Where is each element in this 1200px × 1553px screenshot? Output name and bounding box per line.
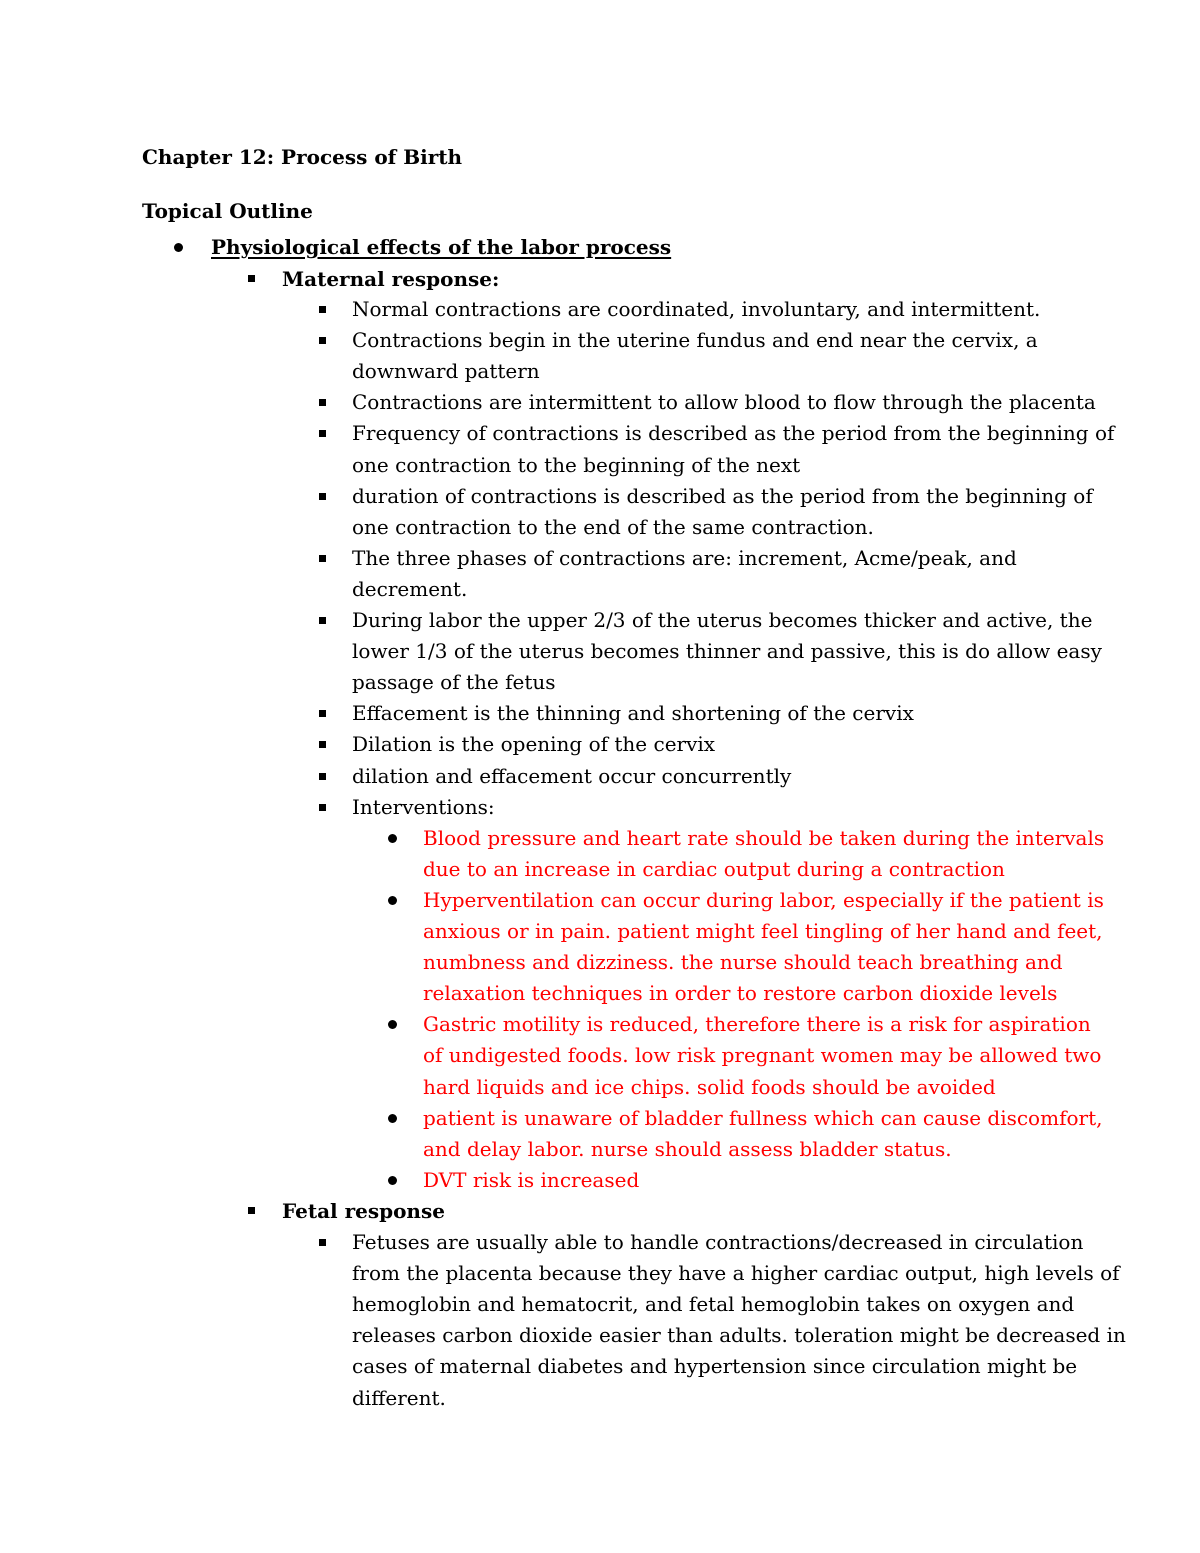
intervention-line: Blood pressure and heart rate should be taken during the intervals [423, 825, 1105, 850]
maternal-bullet-icon [248, 275, 255, 282]
intervention-line: relaxation techniques in order to restore carbon dioxide levels [423, 981, 1058, 1006]
maternal-item-line: Normal contractions are coordinated, involuntary, and intermittent. [352, 297, 1041, 321]
maternal-item-line: decrement. [352, 576, 468, 601]
fetal-item-line: hemoglobin and hematocrit, and fetal hemoglobin takes on oxygen and [352, 1292, 1075, 1317]
intervention-line: patient is unaware of bladder fullness which can cause discomfort, [423, 1105, 1103, 1130]
fetal-item-line: Fetuses are usually able to handle contractions/decreased in circulation [352, 1230, 1084, 1254]
maternal-item-bullet-icon [319, 337, 326, 344]
fetal-item-line: cases of maternal diabetes and hypertension since circulation might be [352, 1354, 1078, 1379]
maternal-item-bullet-icon [319, 555, 326, 562]
maternal-item-bullet-icon [319, 399, 326, 406]
fetal-item-line: releases carbon dioxide easier than adults. toleration might be decreased in [352, 1323, 1126, 1348]
level1-bullet-icon [174, 243, 183, 252]
maternal-item-line: Effacement is the thinning and shortening of the cervix [352, 701, 914, 726]
intervention-line: hard liquids and ice chips. solid foods should be avoided [423, 1074, 996, 1099]
intervention-line: numbness and dizziness. the nurse should teach breathing and [423, 950, 1063, 975]
maternal-item-bullet-icon [319, 493, 326, 500]
maternal-item-bullet-icon [319, 617, 326, 624]
maternal-item-line: passage of the fetus [352, 670, 556, 695]
fetal-item-line: from the placenta because they have a higher cardiac output, high levels of [352, 1261, 1120, 1286]
maternal-response-heading: Maternal response: [282, 267, 500, 291]
intervention-line: Gastric motility is reduced, therefore there is a risk for aspiration [423, 1012, 1091, 1037]
intervention-bullet-icon [388, 1020, 397, 1029]
fetal-response-heading: Fetal response [282, 1198, 445, 1223]
intervention-line: of undigested foods. low risk pregnant women may be allowed two [423, 1043, 1102, 1068]
intervention-line: and delay labor. nurse should assess bladder status. [423, 1136, 952, 1161]
intervention-line: DVT risk is increased [423, 1167, 640, 1192]
maternal-item-bullet-icon [319, 804, 326, 811]
maternal-item-line: lower 1/3 of the uterus becomes thinner and passive, this is do allow easy [352, 639, 1102, 664]
fetal-item-line: different. [352, 1385, 446, 1410]
outline-level1-heading: Physiological effects of the labor process [211, 235, 672, 259]
maternal-item-bullet-icon [319, 430, 326, 437]
maternal-item-line: Contractions are intermittent to allow blood to flow through the placenta [352, 390, 1096, 415]
maternal-item-bullet-icon [319, 306, 326, 313]
maternal-item-line: Dilation is the opening of the cervix [352, 732, 716, 757]
page-title: Chapter 12: Process of Birth [142, 145, 463, 169]
maternal-item-bullet-icon [319, 741, 326, 748]
maternal-item-bullet-icon [319, 773, 326, 780]
maternal-item-line: downward pattern [352, 359, 540, 384]
maternal-item-line: duration of contractions is described as the period from the beginning of [352, 483, 1093, 508]
intervention-bullet-icon [388, 1114, 397, 1123]
fetal-bullet-icon [248, 1207, 255, 1214]
intervention-line: Hyperventilation can occur during labor, especially if the patient is [423, 887, 1104, 912]
maternal-item-line: During labor the upper 2/3 of the uterus becomes thicker and active, the [352, 608, 1093, 632]
maternal-item-bullet-icon [319, 710, 326, 717]
maternal-item-line: Contractions begin in the uterine fundus and end near the cervix, a [352, 328, 1038, 353]
fetal-item-bullet-icon [319, 1239, 326, 1246]
intervention-bullet-icon [388, 1176, 397, 1185]
maternal-item-line: The three phases of contractions are: increment, Acme/peak, and [352, 545, 1017, 570]
intervention-bullet-icon [388, 896, 397, 905]
maternal-item-line: Interventions: [352, 794, 495, 819]
intervention-line: anxious or in pain. patient might feel tingling of her hand and feet, [423, 919, 1103, 943]
maternal-item-line: one contraction to the beginning of the next [352, 452, 801, 477]
intervention-bullet-icon [388, 834, 397, 843]
maternal-item-line: dilation and effacement occur concurrently [352, 763, 792, 788]
section-subtitle: Topical Outline [142, 199, 313, 223]
intervention-line: due to an increase in cardiac output during a contraction [423, 856, 1005, 881]
maternal-item-line: one contraction to the end of the same contraction. [352, 514, 874, 539]
maternal-item-line: Frequency of contractions is described as the period from the beginning of [352, 421, 1115, 446]
